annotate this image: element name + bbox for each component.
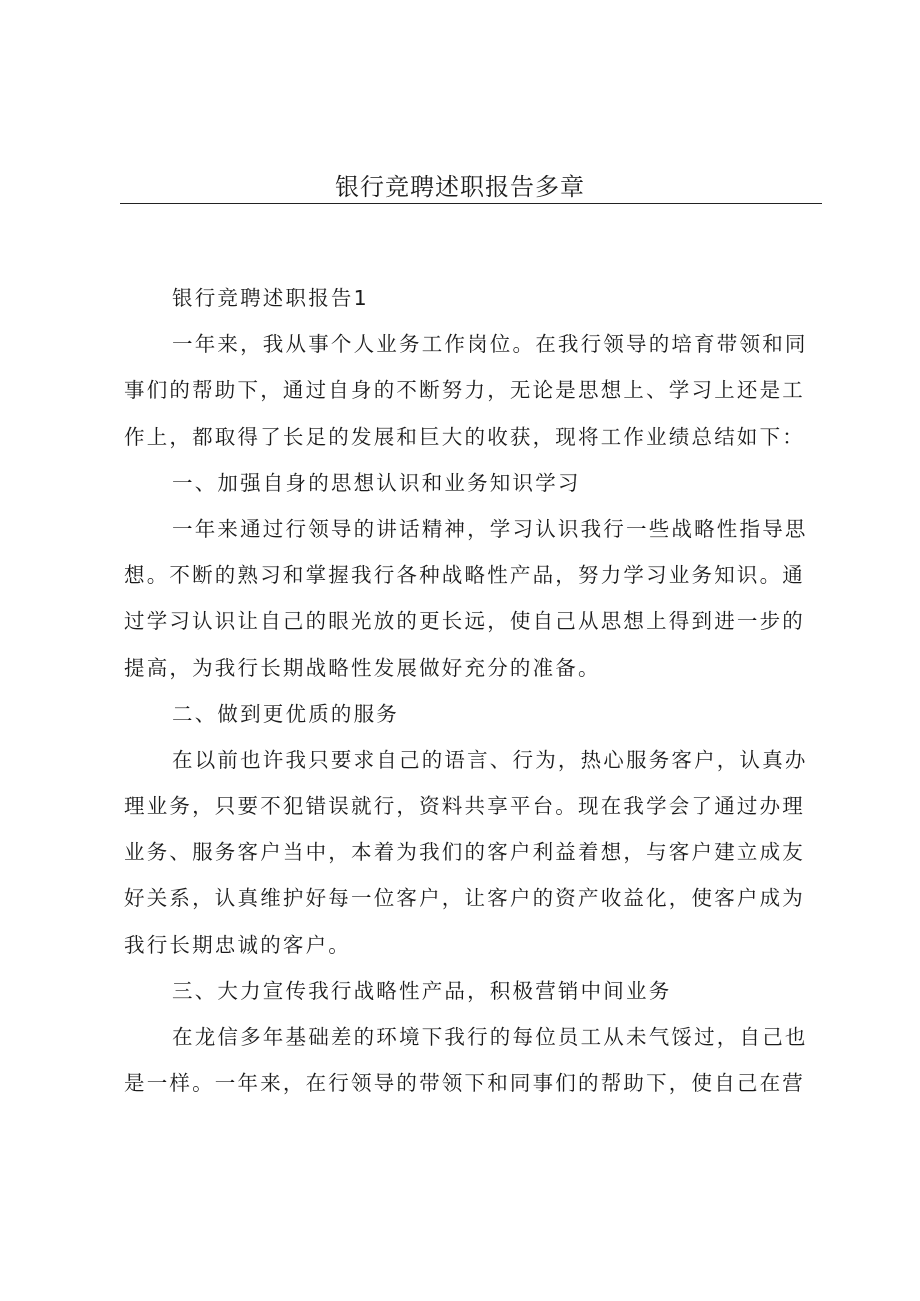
paragraph-line: 事们的帮助下，通过自身的不断努力，无论是思想上、学习上还是工 xyxy=(124,378,805,403)
paragraph-line: 是一样。一年来，在行领导的带领下和同事们的帮助下，使自己在营 xyxy=(124,1071,805,1096)
paragraph-line: 我行长期忠诚的客户。 xyxy=(124,932,351,957)
paragraph-line: 作上，都取得了长足的发展和巨大的收获，现将工作业绩总结如下： xyxy=(124,424,805,449)
paragraph-line: 在以前也许我只要求自己的语言、行为，热心服务客户，认真办 xyxy=(172,747,808,772)
paragraph-line: 过学习认识让自己的眼光放的更长远，使自己从思想上得到进一步的 xyxy=(124,609,805,634)
title-underline xyxy=(120,203,822,204)
paragraph-line: 好关系，认真维护好每一位客户，让客户的资产收益化，使客户成为 xyxy=(124,886,805,911)
paragraph-line: 提高，为我行长期战略性发展做好充分的准备。 xyxy=(124,655,601,680)
paragraph-line: 一年来，我从事个人业务工作岗位。在我行领导的培育带领和同 xyxy=(172,332,808,357)
paragraph-line: 一年来通过行领导的讲话精神，学习认识我行一些战略性指导思 xyxy=(172,516,808,541)
section-heading-1: 一、加强自身的思想认识和业务知识学习 xyxy=(172,470,581,495)
document-body xyxy=(124,275,822,1106)
paragraph-line: 想。不断的熟习和掌握我行各种战略性产品，努力学习业务知识。通 xyxy=(124,563,805,588)
paragraph-line: 在龙信多年基础差的环境下我行的每位员工从未气馁过，自己也 xyxy=(172,1025,808,1049)
section-heading-report-1: 银行竞聘述职报告1 xyxy=(172,286,369,310)
paragraph-line: 业务、服务客户当中，本着为我们的客户利益着想，与客户建立成友 xyxy=(124,840,805,865)
section-heading-3: 三、大力宣传我行战略性产品，积极营销中间业务 xyxy=(172,978,672,1003)
paragraph-line: 理业务，只要不犯错误就行，资料共享平台。现在我学会了通过办理 xyxy=(124,794,805,819)
section-heading-2: 二、做到更优质的服务 xyxy=(172,701,399,726)
document-title: 银行竞聘述职报告多章 xyxy=(335,173,585,201)
